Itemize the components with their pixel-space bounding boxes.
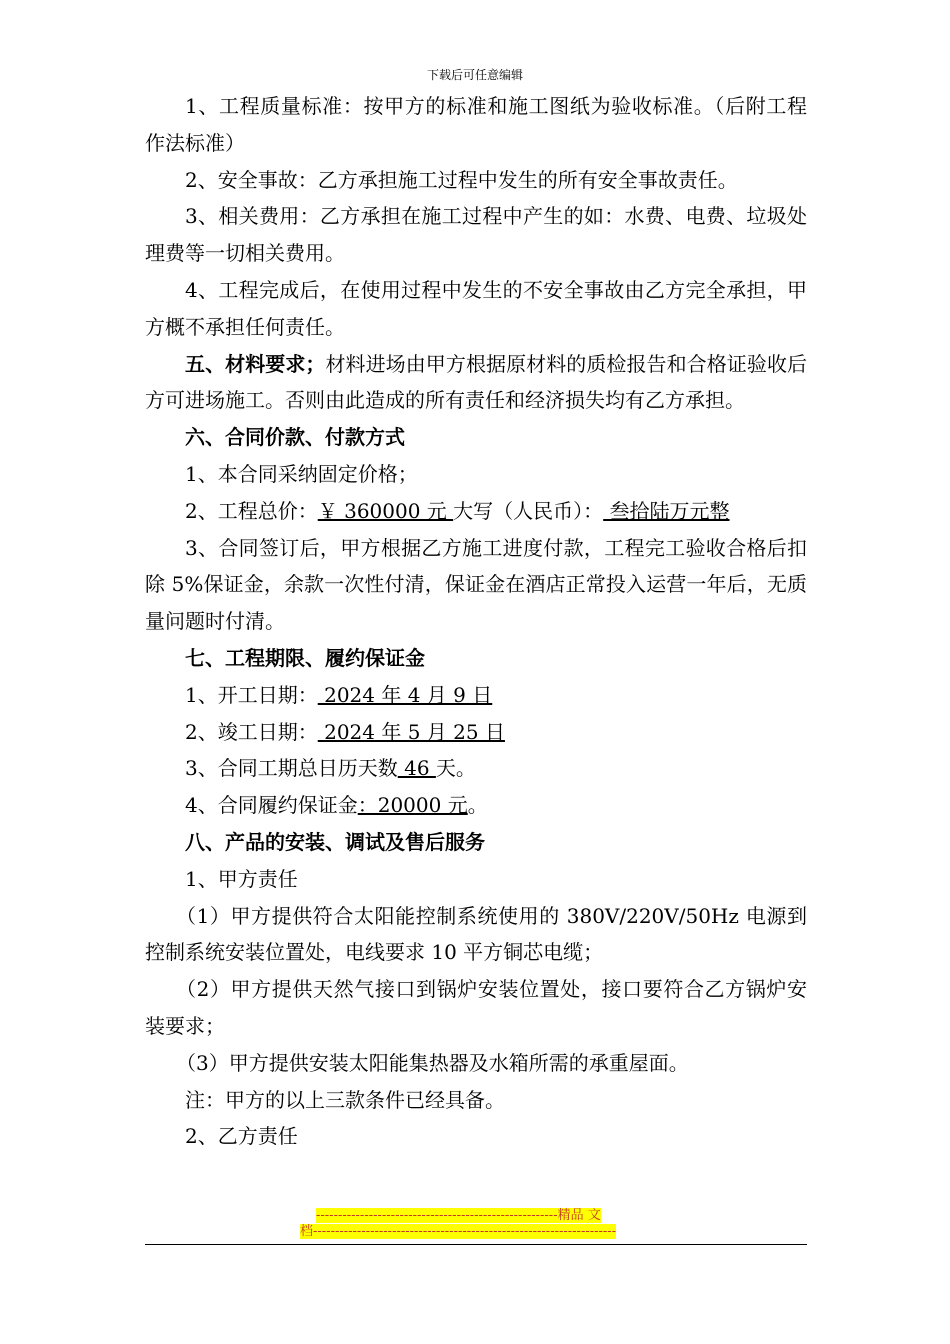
total-price-value: ￥ 360000 元	[317, 498, 454, 523]
total-price-label: 2、工程总价：	[185, 498, 318, 523]
paragraph-end-date	[145, 714, 807, 751]
page-footer-watermark	[300, 1208, 652, 1240]
section-6-title: 六、合同价款、付款方式	[185, 425, 405, 450]
footer-divider	[145, 1244, 807, 1245]
total-price-upper-label: 大写（人民币）：	[453, 498, 604, 523]
paragraph-total-price	[145, 493, 807, 530]
paragraph-total-days	[145, 750, 807, 787]
performance-bond-end: 。	[467, 793, 488, 818]
start-date-value: 2024 年 4 月 9 日	[317, 682, 493, 707]
list-item-power-supply: （1）甲方提供符合太阳能控制系统使用的 380V/220V/50Hz 电源到控制系统安装位置处，电线要求 10 平方铜芯电缆；	[145, 903, 807, 965]
paragraph-related-costs: 3、相关费用：乙方承担在施工过程中产生的如：水费、电费、垃圾处理费等一切相关费用。	[145, 204, 807, 266]
paragraph-after-completion: 4、工程完成后，在使用过程中发生的不安全事故由乙方完全承担，甲方概不承担任何责任。	[145, 277, 807, 339]
section-7-title: 七、工程期限、履约保证金	[185, 645, 425, 670]
total-price-upper-value: 叁拾陆万元整	[603, 498, 730, 523]
footer-line-2: 档---------------------------------------------------------------------	[300, 1224, 617, 1239]
paragraph-safety-accident: 2、安全事故：乙方承担施工过程中发生的所有安全事故责任。	[185, 167, 738, 192]
total-days-unit: 天。	[435, 756, 476, 781]
paragraph-note: 注：甲方的以上三款条件已经具备。	[185, 1087, 505, 1112]
paragraph-performance-bond	[145, 787, 807, 824]
section-8-title: 八、产品的安装、调试及售后服务	[185, 829, 485, 854]
section-5-materials	[145, 346, 807, 420]
start-date-label: 1、开工日期：	[185, 682, 318, 707]
section-5-text: 材料进场由甲方根据原材料的质检报告和合格证验收后方可进场施工。否则由此造成的所有责任和经济损失均有乙方承担。	[145, 351, 808, 413]
total-days-value: 46	[397, 756, 436, 781]
footer-line-1: -------------------------------------------------------精品 文	[316, 1208, 601, 1223]
performance-bond-value: ：20000 元	[357, 793, 468, 818]
end-date-value: 2024 年 5 月 25 日	[317, 719, 505, 744]
paragraph-fixed-price: 1、本合同采纳固定价格；	[185, 461, 418, 486]
paragraph-payment-terms: 3、合同签订后，甲方根据乙方施工进度付款，工程完工验收合格后扣除 5%保证金，余款一次性付清，保证金在酒店正常投入运营一年后，无质量问题时付清。	[145, 535, 807, 634]
paragraph-quality-standard: 1、工程质量标准：按甲方的标准和施工图纸为验收标准。（后附工程作法标准）	[145, 94, 807, 155]
paragraph-party-a-responsibility: 1、甲方责任	[185, 866, 298, 891]
paragraph-start-date	[145, 677, 807, 714]
list-item-gas-interface: （2）甲方提供天然气接口到锅炉安装位置处，接口要符合乙方锅炉安装要求；	[145, 977, 807, 1038]
paragraph-party-b-responsibility: 2、乙方责任	[185, 1124, 298, 1149]
end-date-label: 2、竣工日期：	[185, 719, 318, 744]
page-header: 下载后可任意编辑	[426, 68, 523, 82]
total-days-label: 3、合同工期总日历天数	[185, 756, 398, 781]
document-body	[145, 88, 807, 1155]
performance-bond-label: 4、合同履约保证金	[185, 793, 358, 818]
list-item-roof: （3）甲方提供安装太阳能集热器及水箱所需的承重屋面。	[176, 1050, 689, 1075]
section-5-title: 五、材料要求；	[185, 351, 326, 376]
